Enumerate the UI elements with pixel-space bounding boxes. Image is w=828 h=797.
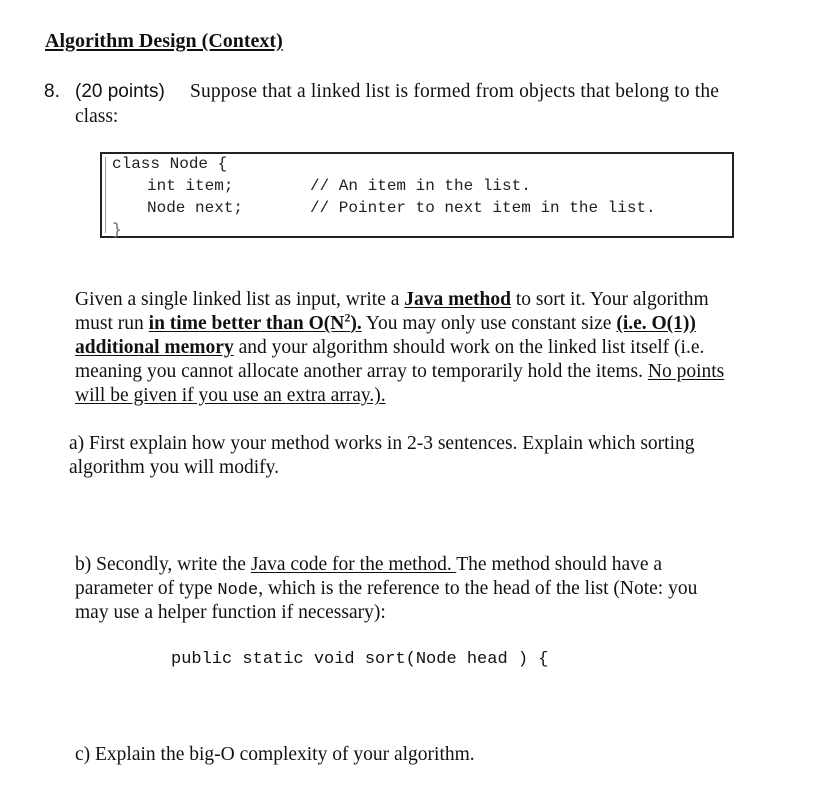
part-c-line1: c) Explain the big-O complexity of your algorithm. xyxy=(75,744,475,765)
text-segment: You may only use constant size xyxy=(361,313,617,334)
question-intro-line2: class: xyxy=(75,106,119,127)
code-line-class: class Node { xyxy=(112,155,228,173)
section-heading: Algorithm Design (Context) xyxy=(45,30,283,52)
node-type-code: Node xyxy=(217,581,259,600)
text-segment: and your algorithm should work on the linked list itself (i.e. xyxy=(233,337,705,358)
text-segment: ). xyxy=(350,313,362,334)
text-segment: , which is the reference to the head of the list (Note: you xyxy=(258,578,698,599)
code-comment-next: // Pointer to next item in the list. xyxy=(310,199,656,217)
instructions-line3 xyxy=(75,336,704,360)
code-line-item: int item; xyxy=(147,177,234,195)
question-intro-line1: Suppose that a linked list is formed from objects that belong to the xyxy=(190,81,720,102)
superscript: 2 xyxy=(344,310,351,325)
time-complexity-emphasis xyxy=(148,310,362,334)
constant-memory-emphasis: (i.e. O(1)) xyxy=(616,313,696,334)
instructions-line1 xyxy=(75,288,709,312)
java-method-emphasis: Java method xyxy=(404,289,511,310)
additional-memory-emphasis: additional memory xyxy=(75,337,234,358)
part-a-line1: a) First explain how your method works in 2-3 sentences. Explain which sorting xyxy=(69,433,695,454)
text-segment: must run xyxy=(75,313,149,334)
part-b-line1 xyxy=(75,553,662,577)
code-line-next: Node next; xyxy=(147,199,244,217)
instructions-line2 xyxy=(75,312,696,336)
text-segment: meaning you cannot allocate another array to temporarily hold the items. xyxy=(75,361,648,382)
text-segment: Given a single linked list as input, write a xyxy=(75,289,405,310)
question-number: 8. xyxy=(44,81,60,102)
question-points: (20 points) xyxy=(75,81,165,102)
instructions-line4 xyxy=(75,360,724,384)
text-segment: in time better than O(N xyxy=(148,313,345,334)
text-segment: to sort it. Your algorithm xyxy=(511,289,709,310)
code-comment-item: // An item in the list. xyxy=(310,177,531,195)
instructions-line5: will be given if you use an extra array.). xyxy=(75,385,386,406)
part-a-line2: algorithm you will modify. xyxy=(69,457,279,478)
part-b-line2 xyxy=(75,577,697,603)
text-segment: parameter of type xyxy=(75,578,218,599)
method-signature: public static void sort(Node head ) { xyxy=(171,650,549,669)
no-points-warning: No points xyxy=(647,361,725,382)
part-b-line3: may use a helper function if necessary): xyxy=(75,602,386,623)
code-line-close: } xyxy=(112,221,122,239)
java-code-emphasis: Java code for the method. xyxy=(250,554,457,575)
text-segment: The method should have a xyxy=(456,554,663,575)
text-segment: b) Secondly, write the xyxy=(75,554,251,575)
